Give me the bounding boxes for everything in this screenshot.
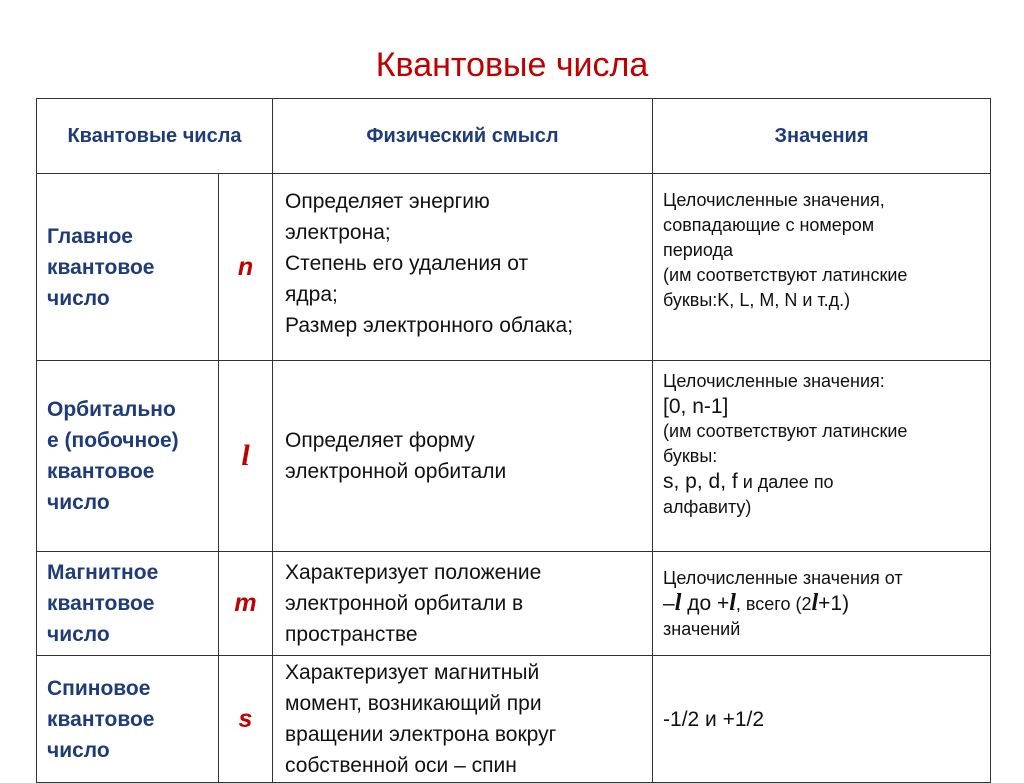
row-name: Главное квантовое число [37, 174, 219, 361]
table-header-row [37, 99, 991, 174]
row-meaning: Определяет форму электронной орбитали [273, 361, 653, 552]
row-symbol: m [219, 552, 273, 656]
quantum-numbers-table [36, 98, 991, 783]
table-row [37, 656, 991, 783]
row-values: Целочисленные значения: [0, n-1] (им соответствуют латинские буквы: s, p, d, f и далее по алфавиту) [653, 361, 991, 552]
row-meaning: Характеризует магнитный момент, возникающий при вращении электрона вокруг собственной оси – спин [273, 656, 653, 783]
row-name: Спиновое квантовое число [37, 656, 219, 783]
header-physical-meaning: Физический смысл [273, 99, 653, 174]
row-symbol: l [219, 361, 273, 552]
row-values: Целочисленные значения от –l до +l, всего (2l+1) значений [653, 552, 991, 656]
page-title: Квантовые числа [375, 46, 649, 84]
header-values: Значения [653, 99, 991, 174]
row-symbol: s [219, 656, 273, 783]
row-meaning: Определяет энергию электрона; Степень его удаления от ядра; Размер электронного облака; [273, 174, 653, 361]
row-name: Магнитное квантовое число [37, 552, 219, 656]
table-row [37, 361, 991, 552]
table-row [37, 174, 991, 361]
row-symbol: n [219, 174, 273, 361]
header-quantum-numbers: Квантовые числа [37, 99, 273, 174]
row-meaning: Характеризует положение электронной орбитали в пространстве [273, 552, 653, 656]
table-row [37, 552, 991, 656]
row-values: Целочисленные значения, совпадающие с номером периода (им соответствуют латинские буквы:K, L, M, N и т.д.) [653, 174, 991, 361]
row-values: -1/2 и +1/2 [653, 656, 991, 783]
row-name: Орбитально е (побочное) квантовое число [37, 361, 219, 552]
